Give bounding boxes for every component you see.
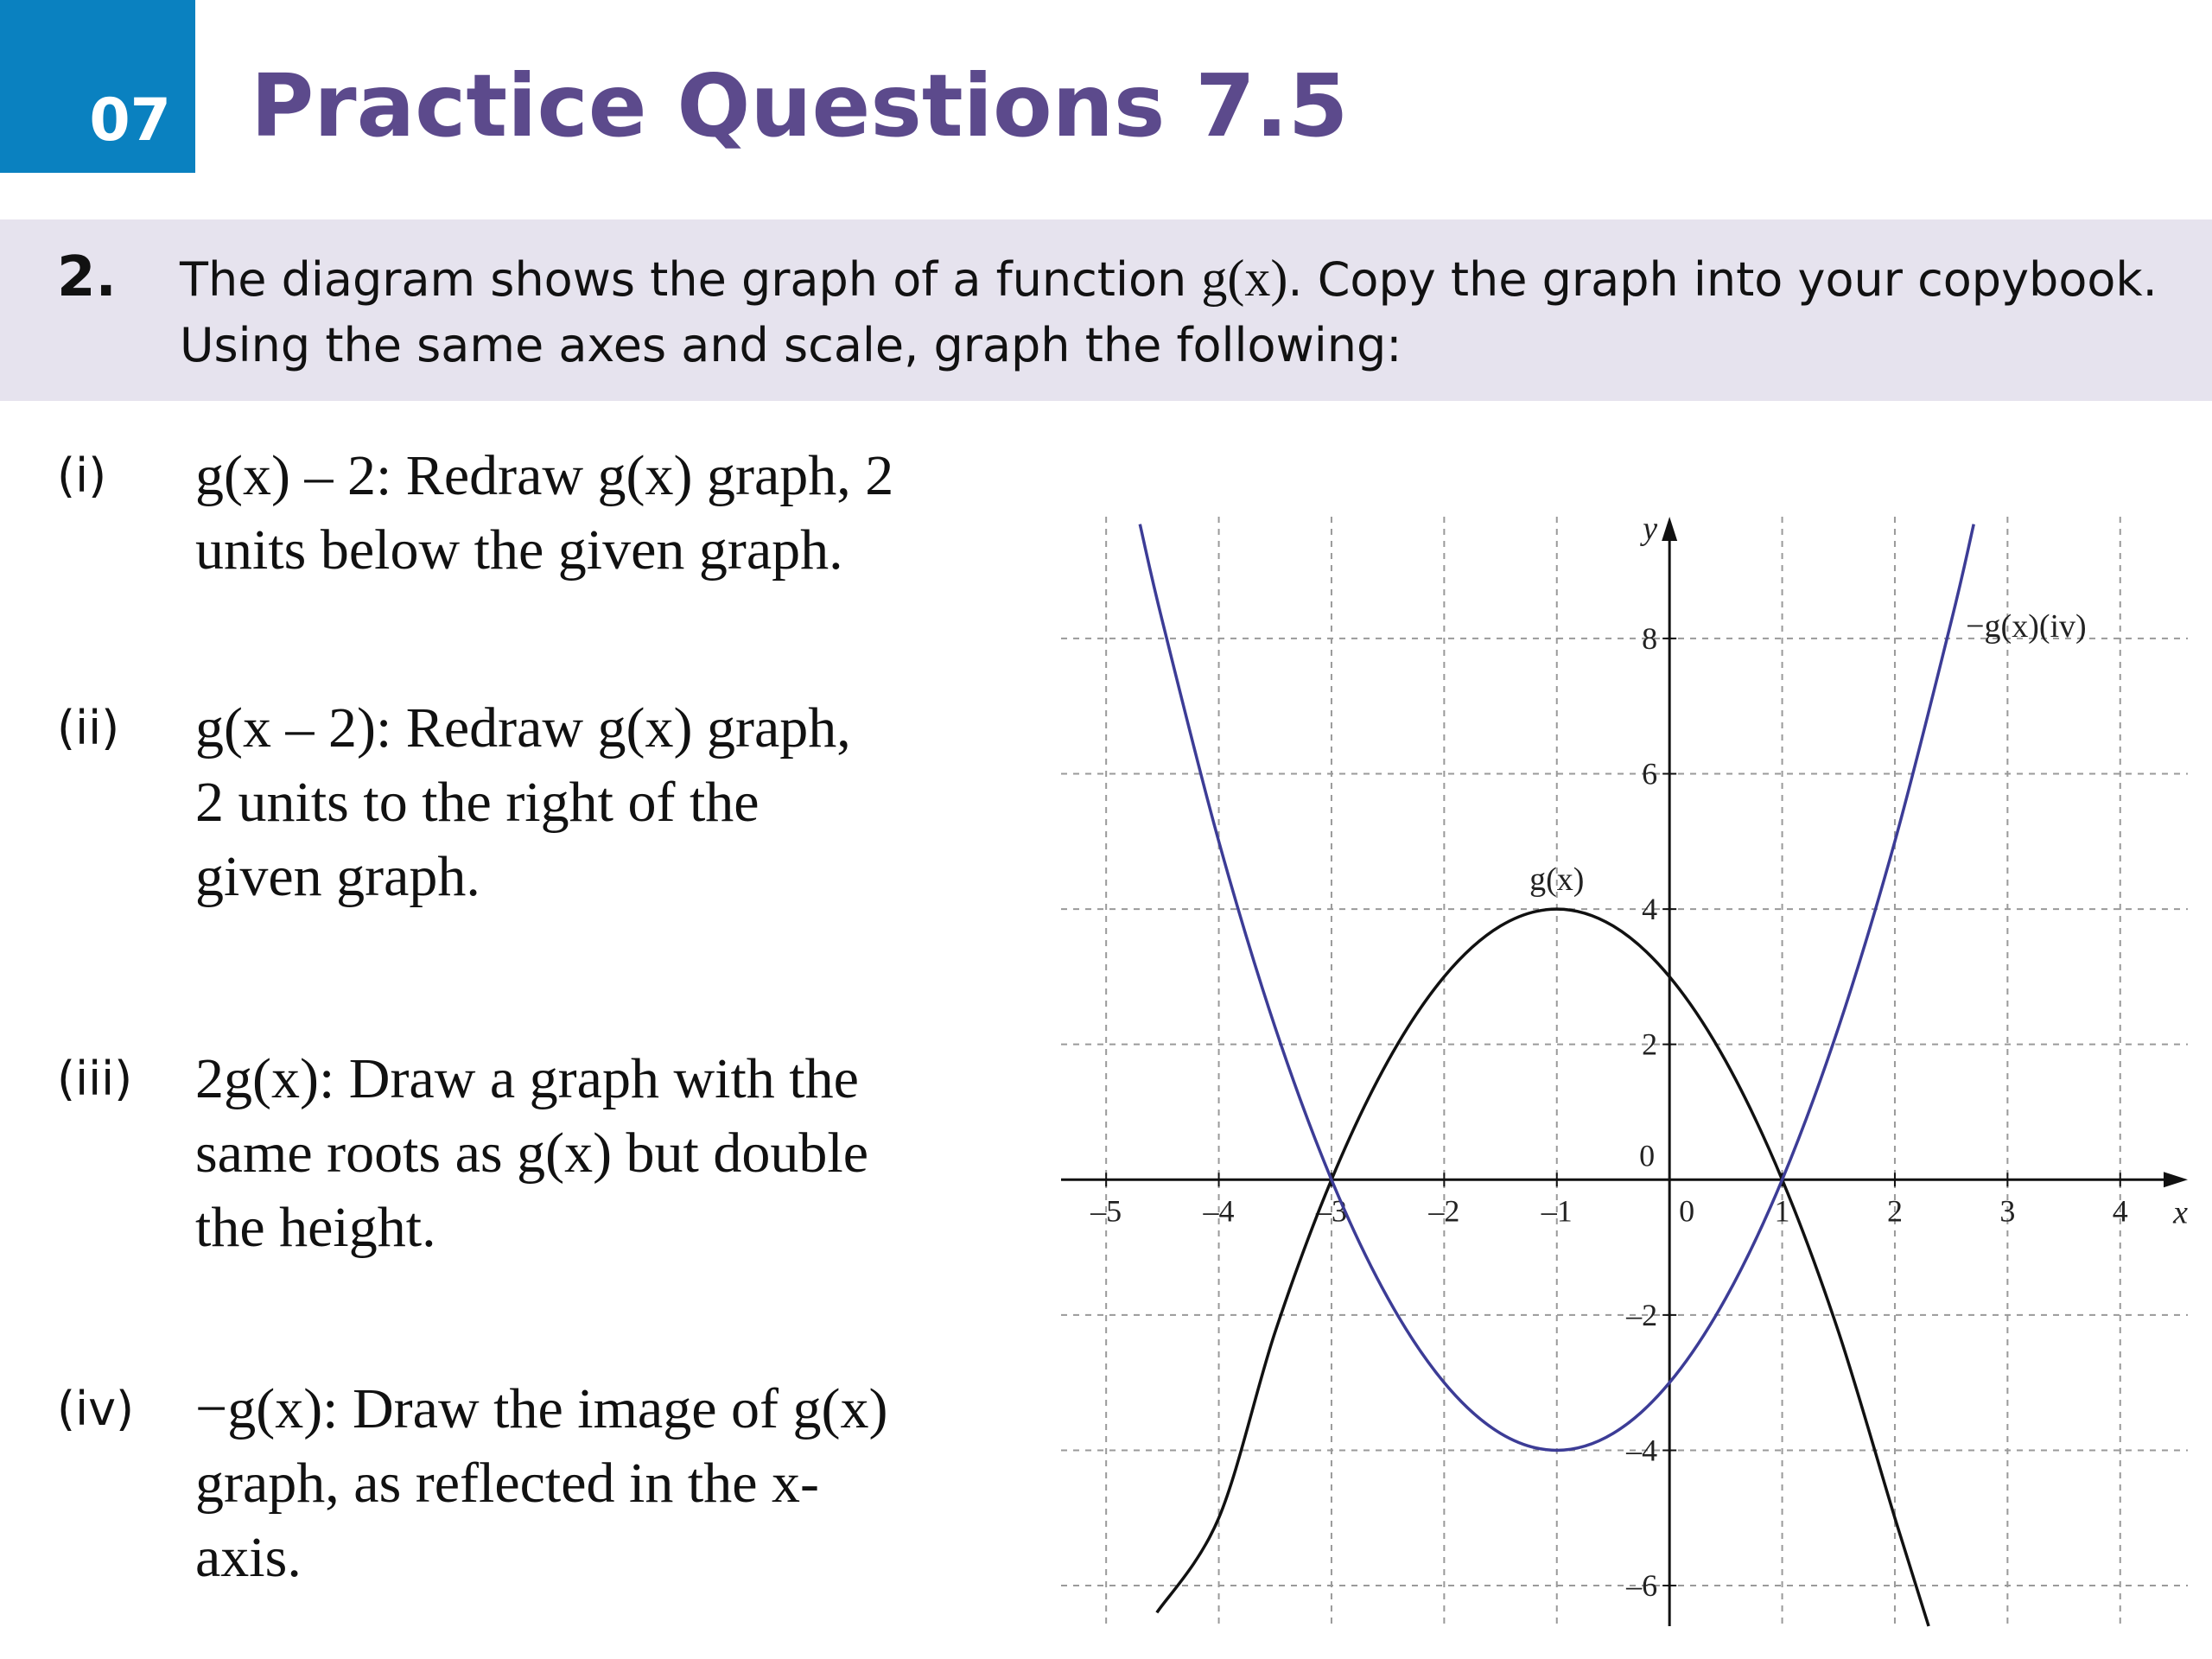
question-line2: Using the same axes and scale, graph the following: (180, 318, 1402, 372)
x-axis-arrow (2164, 1172, 2188, 1187)
part-line: given graph. (195, 845, 480, 908)
part-line: axis. (195, 1526, 302, 1589)
part-line: 2 units to the right of the (195, 771, 760, 834)
part-number: (iv) (57, 1382, 135, 1436)
part-line: graph, as reflected in the x- (195, 1452, 820, 1515)
question-line1-start: The diagram shows the graph of a function (180, 252, 1202, 307)
y-tick-label: 6 (1642, 756, 1658, 791)
x-tick-label: 0 (1679, 1193, 1695, 1229)
y-axis-arrow (1662, 517, 1677, 541)
question-line1-math: g(x) (1201, 250, 1288, 307)
part-text (195, 1372, 973, 1595)
x-tick-label: 4 (2112, 1193, 2128, 1229)
x-tick-label: 2 (1886, 1193, 1903, 1229)
series-label-neg-g: −g(x)(iv) (1966, 607, 2087, 645)
y-tick-label: 0 (1639, 1138, 1656, 1173)
x-tick-label: –3 (1315, 1193, 1347, 1229)
question-text (180, 245, 2167, 378)
x-tick-label: –4 (1203, 1193, 1235, 1229)
y-tick-label: –2 (1626, 1297, 1658, 1332)
part-line: the height. (195, 1196, 436, 1259)
part-number: (ii) (57, 701, 120, 755)
question-line1-end: . Copy the graph into your copybook. (1287, 252, 2158, 307)
chapter-number: 07 (89, 86, 171, 155)
page-title: Practice Questions 7.5 (251, 55, 1349, 156)
function-graph (1054, 510, 2195, 1633)
x-tick-label: 1 (1774, 1193, 1790, 1229)
y-tick-label: 2 (1642, 1027, 1658, 1062)
question-banner (0, 219, 2212, 401)
part-line: same roots as g(x) but double (195, 1122, 869, 1185)
part-line: 2g(x): Draw a graph with the (195, 1047, 859, 1110)
x-tick-label: –1 (1541, 1193, 1573, 1229)
y-tick-label: –4 (1626, 1433, 1658, 1468)
y-tick-label: 8 (1642, 620, 1658, 656)
part-line: g(x) – 2: Redraw g(x) graph, 2 (195, 444, 894, 507)
part-line: −g(x): Draw the image of g(x) (195, 1377, 888, 1440)
chapter-number-box (0, 0, 195, 173)
part-text (195, 439, 973, 588)
y-axis-label: y (1643, 511, 1658, 547)
question-number: 2. (57, 245, 117, 309)
series-label-g: g(x) (1529, 861, 1585, 899)
x-tick-label: 3 (1999, 1193, 2016, 1229)
part-text (195, 691, 973, 914)
x-tick-label: –5 (1090, 1193, 1122, 1229)
y-tick-label: 4 (1642, 892, 1658, 927)
part-number: (iii) (57, 1052, 133, 1106)
x-axis-label: x (2173, 1194, 2188, 1231)
y-tick-label: –6 (1626, 1568, 1658, 1604)
part-line: units below the given graph. (195, 518, 843, 582)
part-number: (i) (57, 448, 107, 503)
part-line: g(x – 2): Redraw g(x) graph, (195, 696, 851, 760)
x-tick-label: –2 (1428, 1193, 1460, 1229)
part-text (195, 1042, 973, 1265)
